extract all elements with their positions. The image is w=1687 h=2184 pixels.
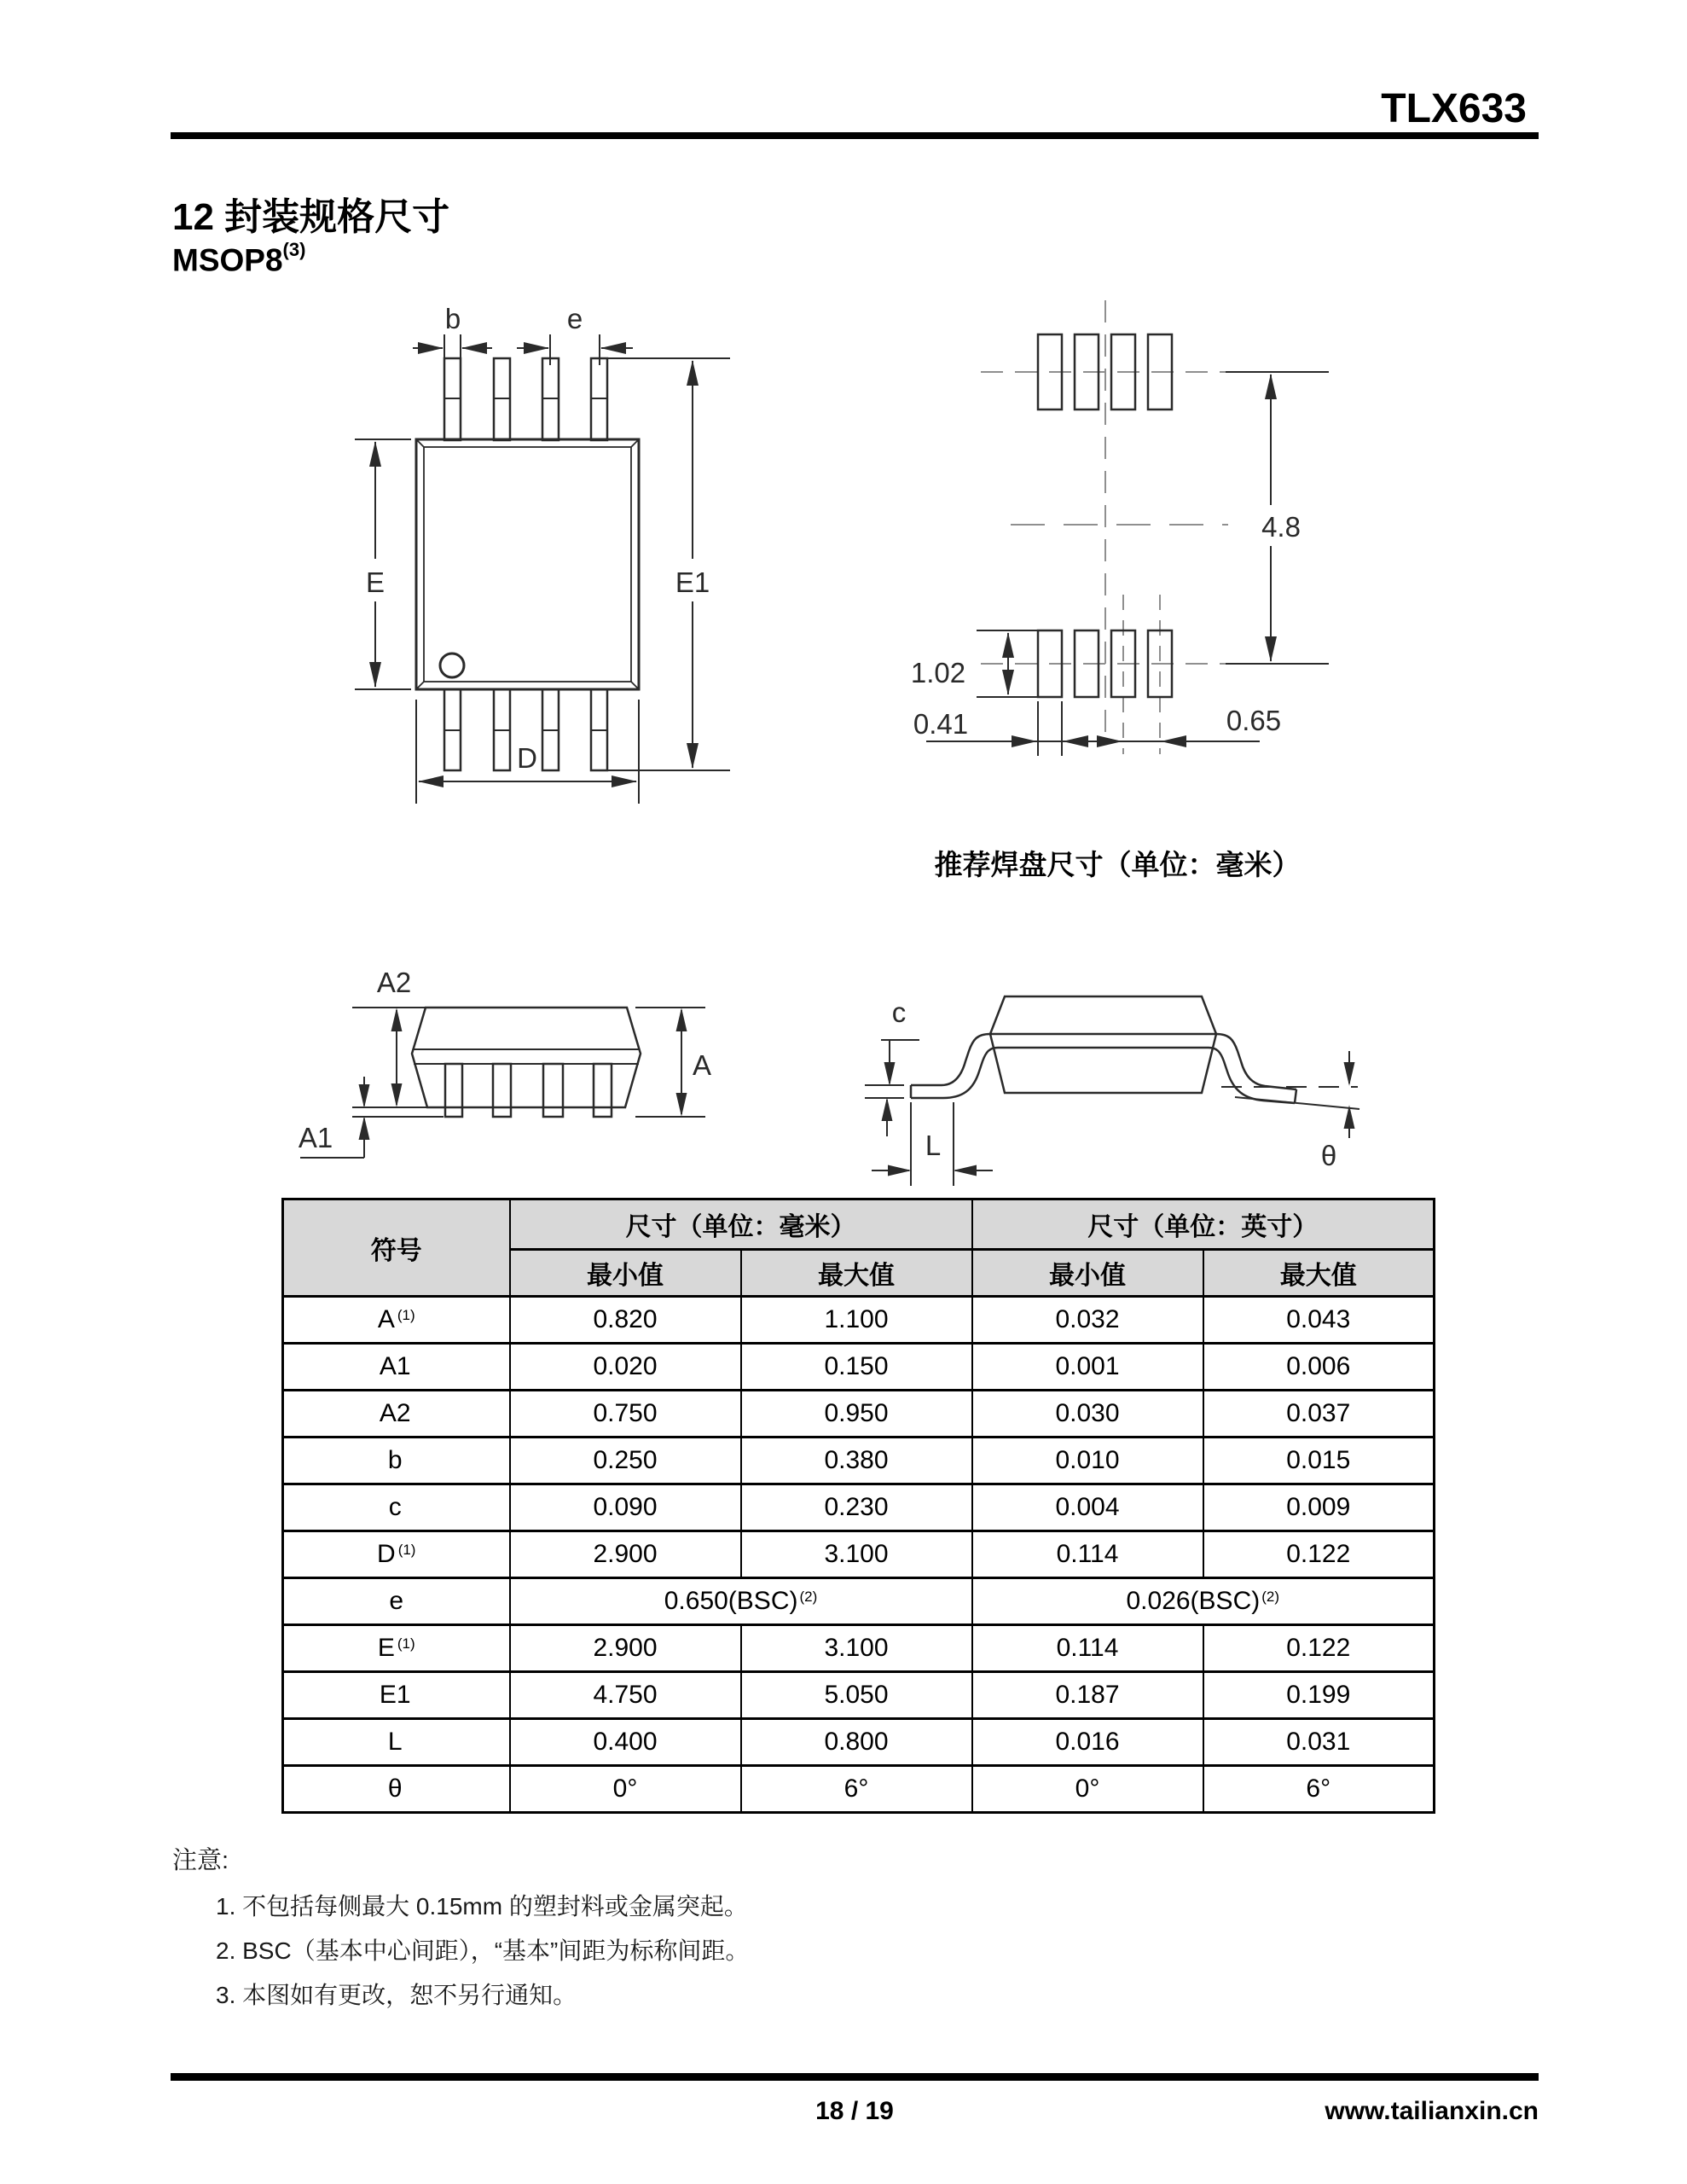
dim-label-pitch: 0.65	[1226, 705, 1282, 736]
symbol-cell: E1	[283, 1672, 510, 1719]
symbol-cell: c	[283, 1484, 510, 1531]
table-row: E $^{(1)}$ 2.900 3.100 0.114 0.122	[283, 1625, 1435, 1672]
dim-label-e: e	[566, 303, 583, 334]
pad-layout-drawing	[836, 282, 1399, 768]
footer-rule	[171, 2073, 1539, 2081]
symbol-cell: A2	[283, 1391, 510, 1438]
symbol-cell: A1	[283, 1344, 510, 1391]
package-body-profile	[990, 996, 1216, 1093]
symbol-cell: A $^{(1)}$	[283, 1297, 510, 1344]
dim-label-theta: θ	[1320, 1140, 1337, 1171]
table-row: A1 0.020 0.150 0.001 0.006	[283, 1344, 1435, 1391]
side-view-a-drawing	[154, 938, 751, 1186]
doc-title: TLX633	[1381, 86, 1527, 131]
notes-title: 注意:	[172, 1847, 229, 1874]
top-pins	[444, 358, 607, 440]
col-header-in-min: 最小值	[972, 1250, 1203, 1297]
dim-label-row-spacing: 4.8	[1261, 511, 1301, 543]
table-row: A $^{(1)}$ 0.820 1.100 0.032 0.043	[283, 1297, 1435, 1344]
col-header-mm-max: 最大值	[741, 1250, 972, 1297]
dim-label-E: E	[365, 566, 386, 598]
dim-label-b: b	[444, 303, 461, 334]
package-name	[172, 239, 306, 278]
dim-label-pad-length: 1.02	[910, 657, 966, 688]
note-item-1: 1. 不包括每侧最大 0.15mm 的塑封料或金属突起。	[216, 1893, 748, 1920]
section-title: 12 封装规格尺寸	[172, 196, 450, 238]
table-row: A2 0.750 0.950 0.030 0.037	[283, 1391, 1435, 1438]
side-pins	[445, 1064, 612, 1117]
pad-layout-caption: 推荐焊盘尺寸（单位：毫米）	[934, 849, 1301, 880]
col-header-in-max: 最大值	[1203, 1250, 1435, 1297]
package-note-ref: (3)	[282, 239, 306, 260]
table-row: L 0.400 0.800 0.016 0.031	[283, 1719, 1435, 1766]
dim-label-E1: E1	[675, 566, 710, 598]
top-view-drawing	[196, 286, 742, 819]
dim-label-L: L	[925, 1130, 942, 1161]
side-view-b-drawing	[810, 930, 1399, 1194]
dim-label-c: c	[891, 996, 907, 1028]
dim-label-A1: A1	[298, 1122, 333, 1153]
table-row: b 0.250 0.380 0.010 0.015	[283, 1438, 1435, 1484]
table-row: E1 4.750 5.050 0.187 0.199	[283, 1672, 1435, 1719]
symbol-cell: L	[283, 1719, 510, 1766]
table-row: D $^{(1)}$ 2.900 3.100 0.114 0.122	[283, 1531, 1435, 1578]
table-row-e: e 0.650(BSC) $^{(2)}$ 0.026(BSC) $^{(2)}$	[283, 1578, 1435, 1625]
col-header-symbol: 符号	[283, 1199, 510, 1297]
symbol-cell: θ	[283, 1766, 510, 1813]
symbol-cell: b	[283, 1438, 510, 1484]
package-dimension-table	[281, 1198, 1435, 1814]
table-row: c 0.090 0.230 0.004 0.009	[283, 1484, 1435, 1531]
package-name-text: MSOP8	[172, 242, 283, 278]
col-header-mm-min: 最小值	[510, 1250, 741, 1297]
symbol-cell: E $^{(1)}$	[283, 1625, 510, 1672]
pin1-marker-circle	[440, 653, 464, 677]
dim-label-A: A	[693, 1049, 712, 1081]
table-row: θ 0° 6° 0° 6°	[283, 1766, 1435, 1813]
note-item-2: 2. BSC（基本中心间距），“基本”间距为标称间距。	[216, 1937, 750, 1964]
symbol-cell: e	[283, 1578, 510, 1625]
dim-b	[413, 334, 492, 365]
footer-page-number: 18 / 19	[815, 2097, 894, 2125]
package-body	[416, 439, 639, 689]
footer-website: www.tailianxin.cn	[1325, 2097, 1539, 2125]
col-header-mm: 尺寸（单位：毫米）	[510, 1199, 972, 1250]
dim-label-A2: A2	[376, 967, 412, 998]
dim-label-pad-width: 0.41	[913, 708, 969, 740]
header-rule	[171, 132, 1539, 139]
symbol-cell: D $^{(1)}$	[283, 1531, 510, 1578]
note-item-3: 3. 本图如有更改，恕不另行通知。	[216, 1982, 577, 2008]
col-header-inch: 尺寸（单位：英寸）	[972, 1199, 1435, 1250]
dim-pad-width-pitch	[926, 701, 1260, 756]
dim-label-D: D	[517, 742, 537, 774]
dim-e	[517, 334, 633, 365]
